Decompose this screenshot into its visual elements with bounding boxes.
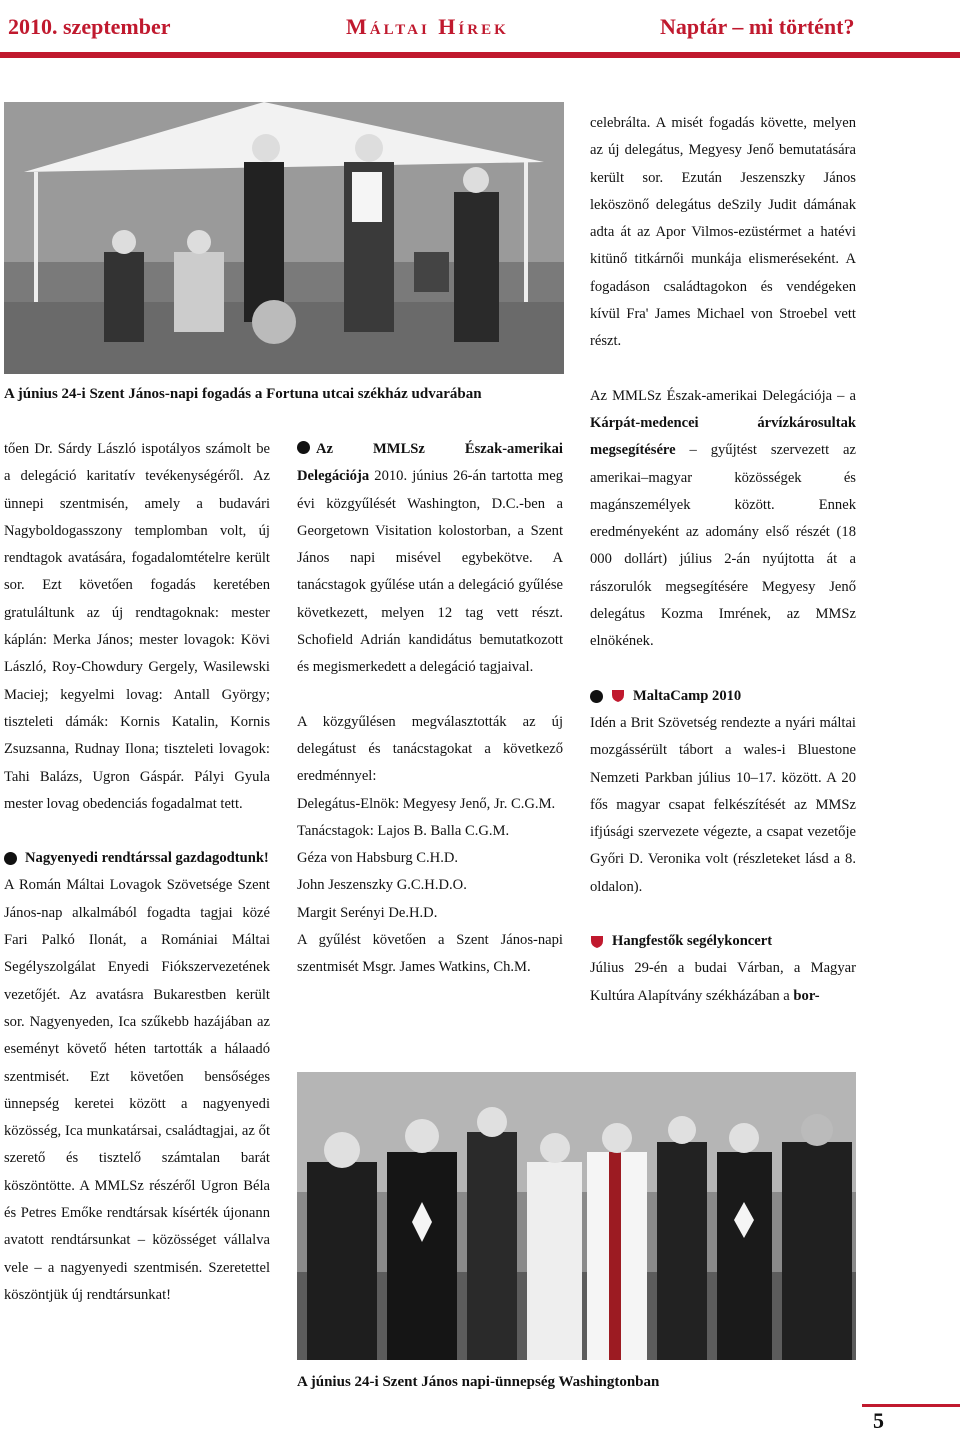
col2-paragraph-3: A gyűlést követően a Szent János-napi szentmisét Msgr. James Watkins, Ch.M.: [297, 932, 563, 976]
col3-paragraph-0: celebrálta. A misét fogadás követte, melyen az új delegátus, Megyesy Jenő bemutatására került sor. Ezután Jeszenszky János leköszönő delegátus deSzily Judit dámának adta át az Apor Vilmos-ezüstérmet a hatévi kitünő titkárnői munkája elismeréseként. A fogadáson családtagokon és vendégeken kívül Fra' James Michael von Stroebel vett részt.: [590, 115, 856, 350]
bullet-icon: [590, 690, 603, 703]
col2-paragraph-1: [297, 436, 563, 682]
col2-line-2: Tanácstagok: Lajos B. Balla C.G.M.: [297, 822, 510, 839]
col1-paragraph-2: A Román Máltai Lovagok Szövetsége Szent János-nap alkalmából fogadta tagjai közé Fari Palkó Ilonát, a Romániai Máltai Segélyszolgálat Enyedi Fiókszervezetének vezetőjét. Az avatásra Bukarestben került sor. Nagyenyeden, Ica szűkebb hazájában az eseményt követő héten tartották a hálaadó szentmisét. Ezt követően bensőséges ünnepség keretei között a nagyenyedi közösség, Ica munkatársai, családtagjai, az őt szerető és tisztelő számtalan barát köszöntötte. A MMLSz részéről Ugron Béla és Petres Emőke rendtársak kísérték újonann avatott rendtársunkat – közösséget vállalva vele – a nagyenyedi szentmisén. Szeretettel köszöntjük új rendtársunkat!: [4, 877, 270, 1303]
photo-bottom-caption: A június 24-i Szent János napi-ünnepség Washingtonban: [297, 1374, 660, 1390]
magazine-title: Máltai Hírek: [346, 14, 509, 39]
spacer: [4, 818, 270, 845]
col2-line-4: John Jeszenszky G.C.H.D.O.: [297, 877, 467, 894]
col3-heading-concert: [590, 928, 856, 955]
photo-reception-image: [4, 102, 564, 374]
col3-p1-bold: Kárpát-medencei árvízkárosultak megsegítésére: [590, 414, 856, 459]
col2-paragraph-2: A közgyűlésen megválasztották az új delegátust és tanácstagokat a következő eredménnyel:: [297, 713, 563, 785]
col3-p3-text: Július 29-én a budai Várban, a Magyar Kultúra Alapítvány székházában a: [590, 960, 856, 1004]
col2-paragraph-1-text: 2010. június 26-án tartotta meg évi közgyűlését Washington, D.C.-ben a Georgetown Visitation kolostorban, a Szent János napi misével egybekötve. A tanácstagok gyűlése után a delegáció gyűlése következett, melyen 12 tag vett részt. Schofield Adrián kandidátus bemutatkozott és megismerkedett a delegáció tagjaival.: [297, 468, 563, 676]
shield-icon: [590, 935, 604, 949]
col3-paragraph-2: Idén a Brit Szövetség rendezte a nyári máltai mozgássérült tábort a wales-i Bluestone Nemzeti Parkban július 10–17. között. A 20 fős magyar csapat felkészítését az MMSz ifjúsági szervezete végezte, a csapat vezetője Győri D. Veronika volt (részleteket lásd a 8. oldalon).: [590, 714, 856, 895]
col2-line-3: Géza von Habsburg C.H.D.: [297, 850, 459, 867]
col3-p1-text-a: Az MMLSz Észak-amerikai Delegációja – a: [590, 387, 856, 404]
col1-paragraph-1: tően Dr. Sárdy László ispotályos számolt be a delegáció karitatív tevékenységéről. Az ünnepi szentmisén, amely a budavári Nagyboldogasszony templomban volt, új rendtagok avatására, fogadalomtételre került sor. Ezt követően fogadás keretében gratuláltunk az új rendtagoknak: mester káplán: Merka János; mester lovagok: Kövi László, Roy-Chowdury Gergely, Wasilewski Maciej; kegyelmi lovag: Antall György; tiszteleti dámák: Kornis Katalin, Kornis Zsuzsanna, Rudnay Ilona; tiszteleti lovagok: Tahi Balázs, Ugron Gáspár. Pályi Gyula mester lovag obedenciás fogadalmat tett.: [4, 441, 270, 812]
col3-paragraph-1: [590, 383, 856, 656]
photo-washington-image: [297, 1072, 856, 1360]
col2-line-5: Margit Serényi De.H.D.: [297, 904, 438, 921]
issue-date: 2010. szeptember: [8, 14, 171, 39]
page-header: [0, 0, 960, 58]
col2-line-1: Delegátus-Elnök: Megyesy Jenő, Jr. C.G.M.: [297, 795, 556, 812]
col3-heading-maltacamp-text: MaltaCamp 2010: [633, 687, 742, 704]
section-title: Naptár – mi történt?: [660, 14, 855, 39]
photo-top-caption: A június 24-i Szent János-napi fogadás a Fortuna utcai székház udvarában: [4, 386, 482, 402]
page-number: 5: [873, 1408, 884, 1433]
spacer: [590, 656, 856, 683]
spacer: [590, 356, 856, 383]
col3-heading-maltacamp: [590, 683, 856, 710]
col3-paragraph-3: [590, 955, 856, 1010]
photo-washington-ceremony: [297, 1072, 856, 1360]
col3-p3-bold: bor-: [793, 987, 820, 1004]
photo-reception-courtyard: [4, 102, 564, 374]
column-2: [297, 436, 563, 982]
footer-accent-line: [862, 1404, 960, 1407]
col2-heading: Az MMLSz Észak-amerikai Delegációja: [297, 441, 563, 485]
spacer: [590, 901, 856, 928]
col1-heading-text: Nagyenyedi rendtárssal gazdagodtunk!: [25, 850, 269, 867]
spacer: [297, 682, 563, 709]
col3-p1-text-c: – gyűjtést szervezett az amerikai–magyar közösségek és magánszemélyek között. Ennek eredményeként az adomány első részét (18 000 dollárt) július 2-án nyújtotta át a rászorulók megsegítésére Megyesy Jenő delegátus Kozma Imrének, az MMSz elnökének.: [590, 442, 856, 650]
col1-heading-nagyenyed: [4, 845, 270, 872]
col3-heading-concert-text: Hangfestők segélykoncert: [612, 933, 773, 950]
column-1: [4, 436, 270, 1309]
column-3: [590, 110, 856, 1010]
shield-icon: [611, 689, 625, 703]
bullet-icon: [297, 441, 310, 454]
bullet-icon: [4, 852, 17, 865]
